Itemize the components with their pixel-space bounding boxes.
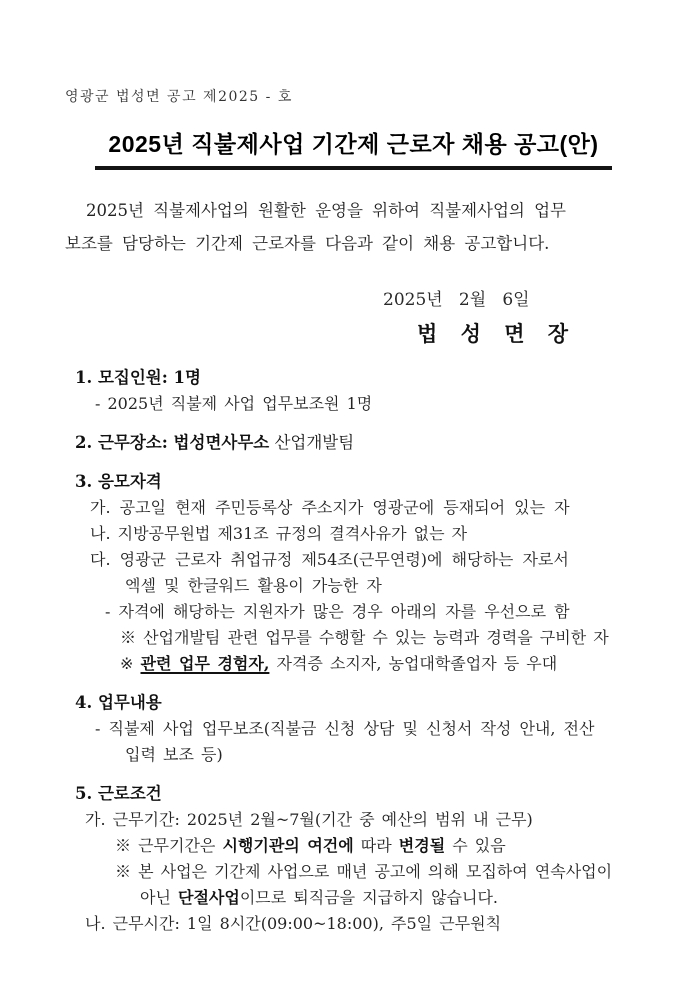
intro-paragraph [65,194,642,260]
qualification-item-da-line2: 엑셀 및 한글워드 활용이 가능한 자 [125,575,382,595]
job-description-line1: - 직불제 사업 업무보조(직불금 신청 상담 및 신청서 작성 안내, 전산 [95,718,595,738]
section-recruitment-count [65,364,642,417]
job-description-line2: 입력 보조 등) [125,744,223,764]
work-period-note-2-line2 [140,885,642,911]
qualification-star-2-rest: 자격증 소지자, 농업대학졸업자 등 우대 [269,653,558,673]
note-1-pre: 근무기간은 [138,835,223,855]
intro-line-2: 보조를 담당하는 기간제 근로자를 다음과 같이 채용 공고합니다. [65,233,550,253]
work-period-note-1 [115,833,642,859]
qualification-star-1: ※ 산업개발팀 관련 업무를 수행할 수 있는 능력과 경력을 구비한 자 [120,627,609,647]
qualification-priority-note: - 자격에 해당하는 지원자가 많은 경우 아래의 자를 우선으로 함 [105,601,570,621]
page-title: 2025년 직불제사업 기간제 근로자 채용 공고(안) [95,130,611,170]
signer-title: 법 성 면 장 [417,320,577,346]
section-5-heading: 5. 근로조건 [75,783,162,803]
title-block [65,130,642,170]
work-period-item: 가. 근무기간: 2025년 2월~7월(기간 중 예산의 범위 내 근무) [85,809,533,829]
note-2-pre: 아닌 [140,887,178,907]
announcement-date: 2025년 2월 6일 [383,289,530,310]
section-2-heading [75,429,642,456]
work-hours-item: 나. 근무시간: 1일 8시간(09:00~18:00), 주5일 근무원칙 [85,913,502,933]
intro-line-1: 2025년 직불제사업의 원활한 운영을 위하여 직불제사업의 업무 [86,200,566,220]
star-marker: ※ [115,835,139,855]
section-1-heading: 1. 모집인원: 1명 [75,367,201,387]
note-1-mid: 따라 [353,835,399,855]
experience-emphasis: 관련 업무 경험자, [140,653,270,673]
section-qualifications [65,468,642,677]
work-place-team: 산업개발팀 [269,432,355,452]
work-place-label: 2. 근무장소: 법성면사무소 [75,432,270,452]
star-marker: ※ [120,653,141,673]
note-1-emphasis-1: 시행기관의 여건에 [222,835,354,855]
section-3-heading: 3. 응모자격 [75,471,162,491]
qualification-star-2 [120,651,642,677]
note-1-post: 수 있음 [445,835,506,855]
doc-number: 영광군 법성면 공고 제2025 - 호 [65,89,293,105]
note-2-post: 이므로 퇴직금을 지급하지 않습니다. [239,887,499,907]
qualification-item-da-line1: 다. 영광군 근로자 취업규정 제54조(근무연령)에 해당하는 자로서 [90,549,569,569]
section-work-place [65,429,642,456]
sections [65,364,642,937]
work-period-note-2-line1: ※ 본 사업은 기간제 사업으로 매년 공고에 의해 모집하여 연속사업이 [115,861,613,881]
section-4-heading: 4. 업무내용 [75,692,162,712]
section-job-description [65,689,642,768]
note-1-emphasis-2: 변경될 [398,835,446,855]
section-1-item: - 2025년 직불제 사업 업무보조원 1명 [95,393,373,413]
section-work-conditions [65,780,642,937]
qualification-item-na: 나. 지방공무원법 제31조 규정의 결격사유가 없는 자 [90,523,468,543]
severance-emphasis: 단절사업 [178,887,240,907]
qualification-item-ga: 가. 공고일 현재 주민등록상 주소지가 영광군에 등재되어 있는 자 [90,497,570,517]
